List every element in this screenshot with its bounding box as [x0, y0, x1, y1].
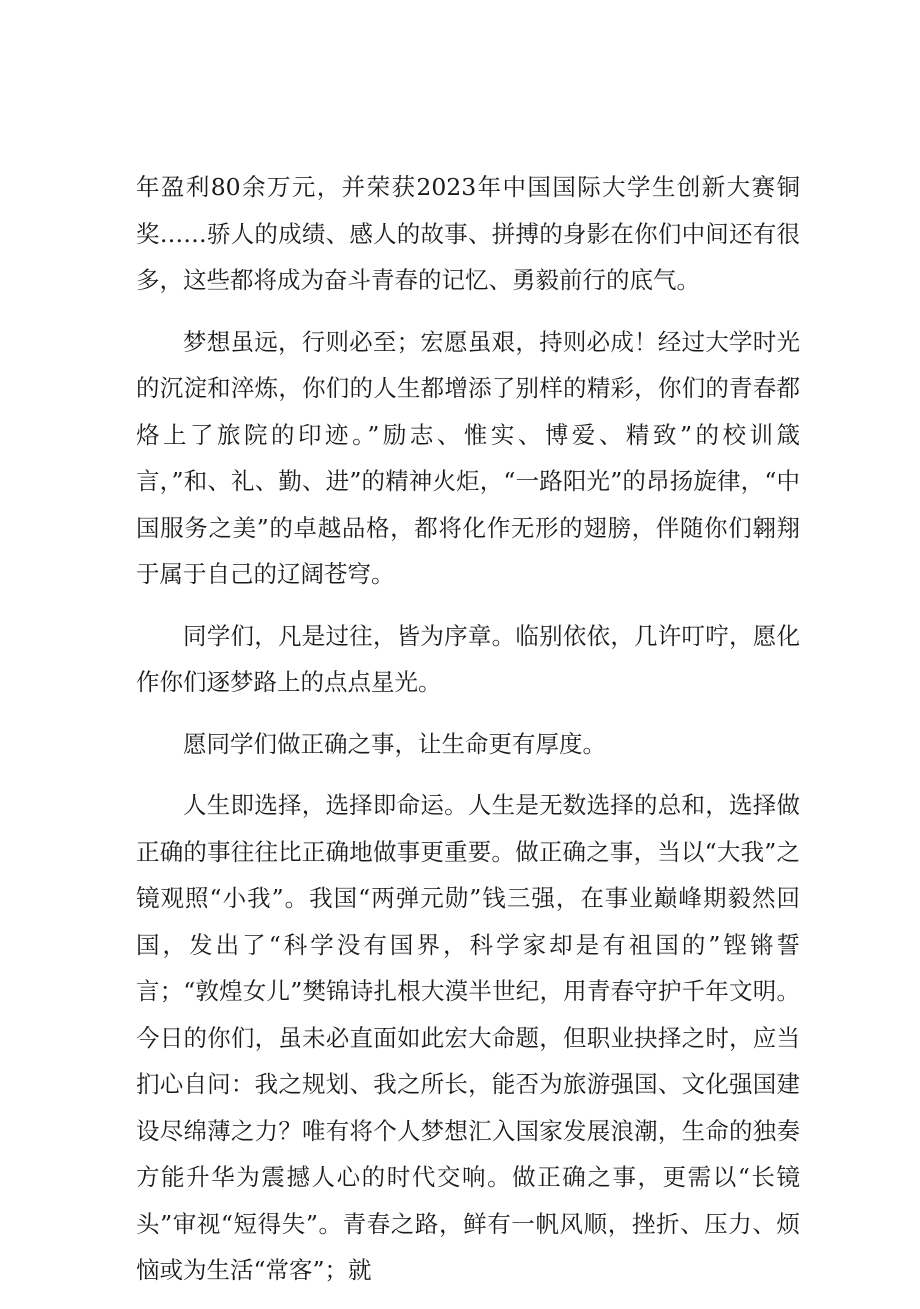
document-body	[136, 164, 800, 1309]
paragraph-choice: 人生即选择，选择即命运。人生是无数选择的总和，选择做正确的事往往比正确地做事更重要。做正确之事，当以“大我”之镜观照“小我”。我国“两弹元勋”钱三强，在事业巅峰期毅然回国，发出了“科学没有国界，科学家却是有祖国的”铿锵誓言；“敦煌女儿”樊锦诗扎根大漠半世纪，用青春守护千年文明。今日的你们，虽未必直面如此宏大命题，但职业抉择之时，应当扪心自问：我之规划、我之所长，能否为旅游强国、文化强国建设尽绵薄之力？唯有将个人梦想汇入国家发展浪潮，生命的独奏方能升华为震撼人心的时代交响。做正确之事，更需以“长镜头”审视“短得失”。青春之路，鲜有一帆风顺，挫折、压力、烦恼或为生活“常客”；就	[136, 791, 800, 1284]
paragraph-farewell: 同学们，凡是过往，皆为序章。临别依依，几许叮咛，愿化作你们逐梦路上的点点星光。	[136, 621, 800, 696]
paragraph-dream: 梦想虽远，行则必至；宏愿虽艰，持则必成！经过大学时光的沉淀和淬炼，你们的人生都增添了别样的精彩，你们的青春都烙上了旅院的印迹。”励志、惟实、博爱、精致”的校训箴言，”和、礼、勤、进”的精神火炬，“一路阳光”的昂扬旋律，“中国服务之美”的卓越品格，都将化作无形的翅膀，伴随你们翱翔于属于自己的辽阔苍穹。	[136, 327, 800, 588]
paragraph-continuation: 年盈利80余万元，并荣获2023年中国国际大学生创新大赛铜奖……骄人的成绩、感人的故事、拼搏的身影在你们中间还有很多，这些都将成为奋斗青春的记忆、勇毅前行的底气。	[136, 173, 800, 294]
paragraph-wish-heading: 愿同学们做正确之事，让生命更有厚度。	[183, 729, 606, 758]
